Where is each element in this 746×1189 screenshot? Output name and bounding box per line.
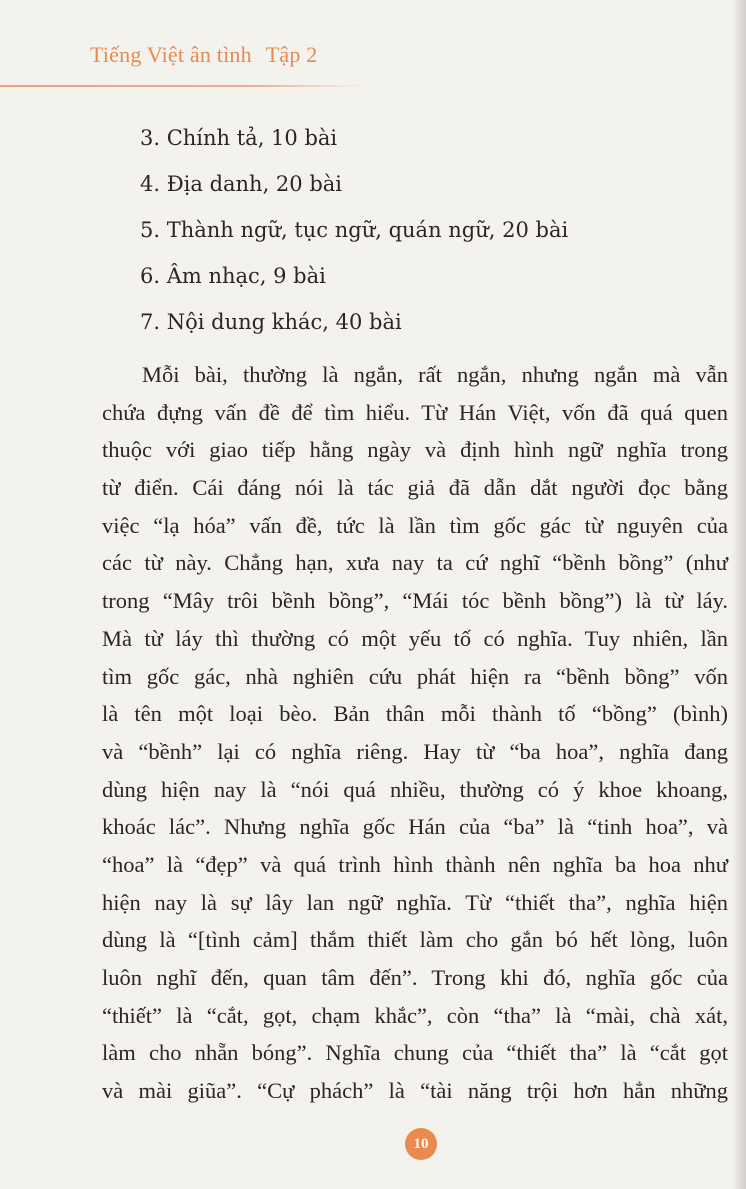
paragraph-line: “hoa” là “đẹp” và quá trình hình thành nên nghĩa ba hoa như <box>102 851 728 877</box>
paragraph-line: thuộc với giao tiếp hằng ngày và định hình ngữ nghĩa trong <box>102 437 728 463</box>
paragraph-line: dùng là “[tình cảm] thắm thiết làm cho gắn bó hết lòng, luôn <box>102 927 728 953</box>
body-paragraph <box>102 356 728 1110</box>
header-rule <box>0 85 365 87</box>
paragraph-line: là tên một loại bèo. Bản thân mỗi thành tố “bồng” (bình) <box>102 701 728 727</box>
volume-label: Tập 2 <box>265 42 318 67</box>
paragraph-line: dùng hiện nay là “nói quá nhiều, thường có ý khoe khoang, <box>102 776 728 802</box>
paragraph-line: hiện nay là sự lây lan ngữ nghĩa. Từ “thiết tha”, nghĩa hiện <box>102 889 728 915</box>
list-item: 5. Thành ngữ, tục ngữ, quán ngữ, 20 bài <box>140 218 569 242</box>
running-header <box>90 42 318 68</box>
category-list <box>140 119 568 349</box>
list-item: 7. Nội dung khác, 40 bài <box>140 310 402 334</box>
paragraph-line: tìm gốc gác, nhà nghiên cứu phát hiện ra “bềnh bồng” vốn <box>102 663 728 689</box>
page-edge-shadow <box>732 0 746 1189</box>
list-item: 6. Âm nhạc, 9 bài <box>140 264 326 288</box>
paragraph-line: chứa đựng vấn đề để tìm hiểu. Từ Hán Việt, vốn đã quá quen <box>102 399 728 425</box>
paragraph-line: Mà từ láy thì thường có một yếu tố có nghĩa. Tuy nhiên, lần <box>102 625 728 651</box>
paragraph-line: các từ này. Chẳng hạn, xưa nay ta cứ nghĩ “bềnh bồng” (như <box>102 550 728 576</box>
paragraph-line: trong “Mây trôi bềnh bồng”, “Mái tóc bềnh bồng”) là từ láy. <box>102 588 728 614</box>
paragraph-line: và “bềnh” lại có nghĩa riêng. Hay từ “ba hoa”, nghĩa đang <box>102 738 728 764</box>
paragraph-line: việc “lạ hóa” vấn đề, tức là lần tìm gốc gác từ nguyên của <box>102 512 728 538</box>
paragraph-line: “thiết” là “cắt, gọt, chạm khắc”, còn “tha” là “mài, chà xát, <box>102 1002 728 1028</box>
list-item: 3. Chính tả, 10 bài <box>140 126 338 150</box>
paragraph-line: làm cho nhẵn bóng”. Nghĩa chung của “thiết tha” là “cắt gọt <box>102 1040 728 1066</box>
paragraph-line: Mỗi bài, thường là ngắn, rất ngắn, nhưng ngắn mà vẫn <box>142 362 728 387</box>
paragraph-line: và mài giũa”. “Cự phách” là “tài năng trội hơn hẳn những <box>102 1078 728 1104</box>
book-title: Tiếng Việt ân tình <box>90 42 252 67</box>
paragraph-line: khoác lác”. Nhưng nghĩa gốc Hán của “ba” là “tinh hoa”, và <box>102 814 728 840</box>
paragraph-line: luôn nghĩ đến, quan tâm đến”. Trong khi đó, nghĩa gốc của <box>102 965 728 990</box>
list-item: 4. Địa danh, 20 bài <box>140 172 343 196</box>
paragraph-line: từ điển. Cái đáng nói là tác giả đã dẫn dắt người đọc bằng <box>102 475 728 501</box>
page-number-badge: 10 <box>405 1128 437 1160</box>
